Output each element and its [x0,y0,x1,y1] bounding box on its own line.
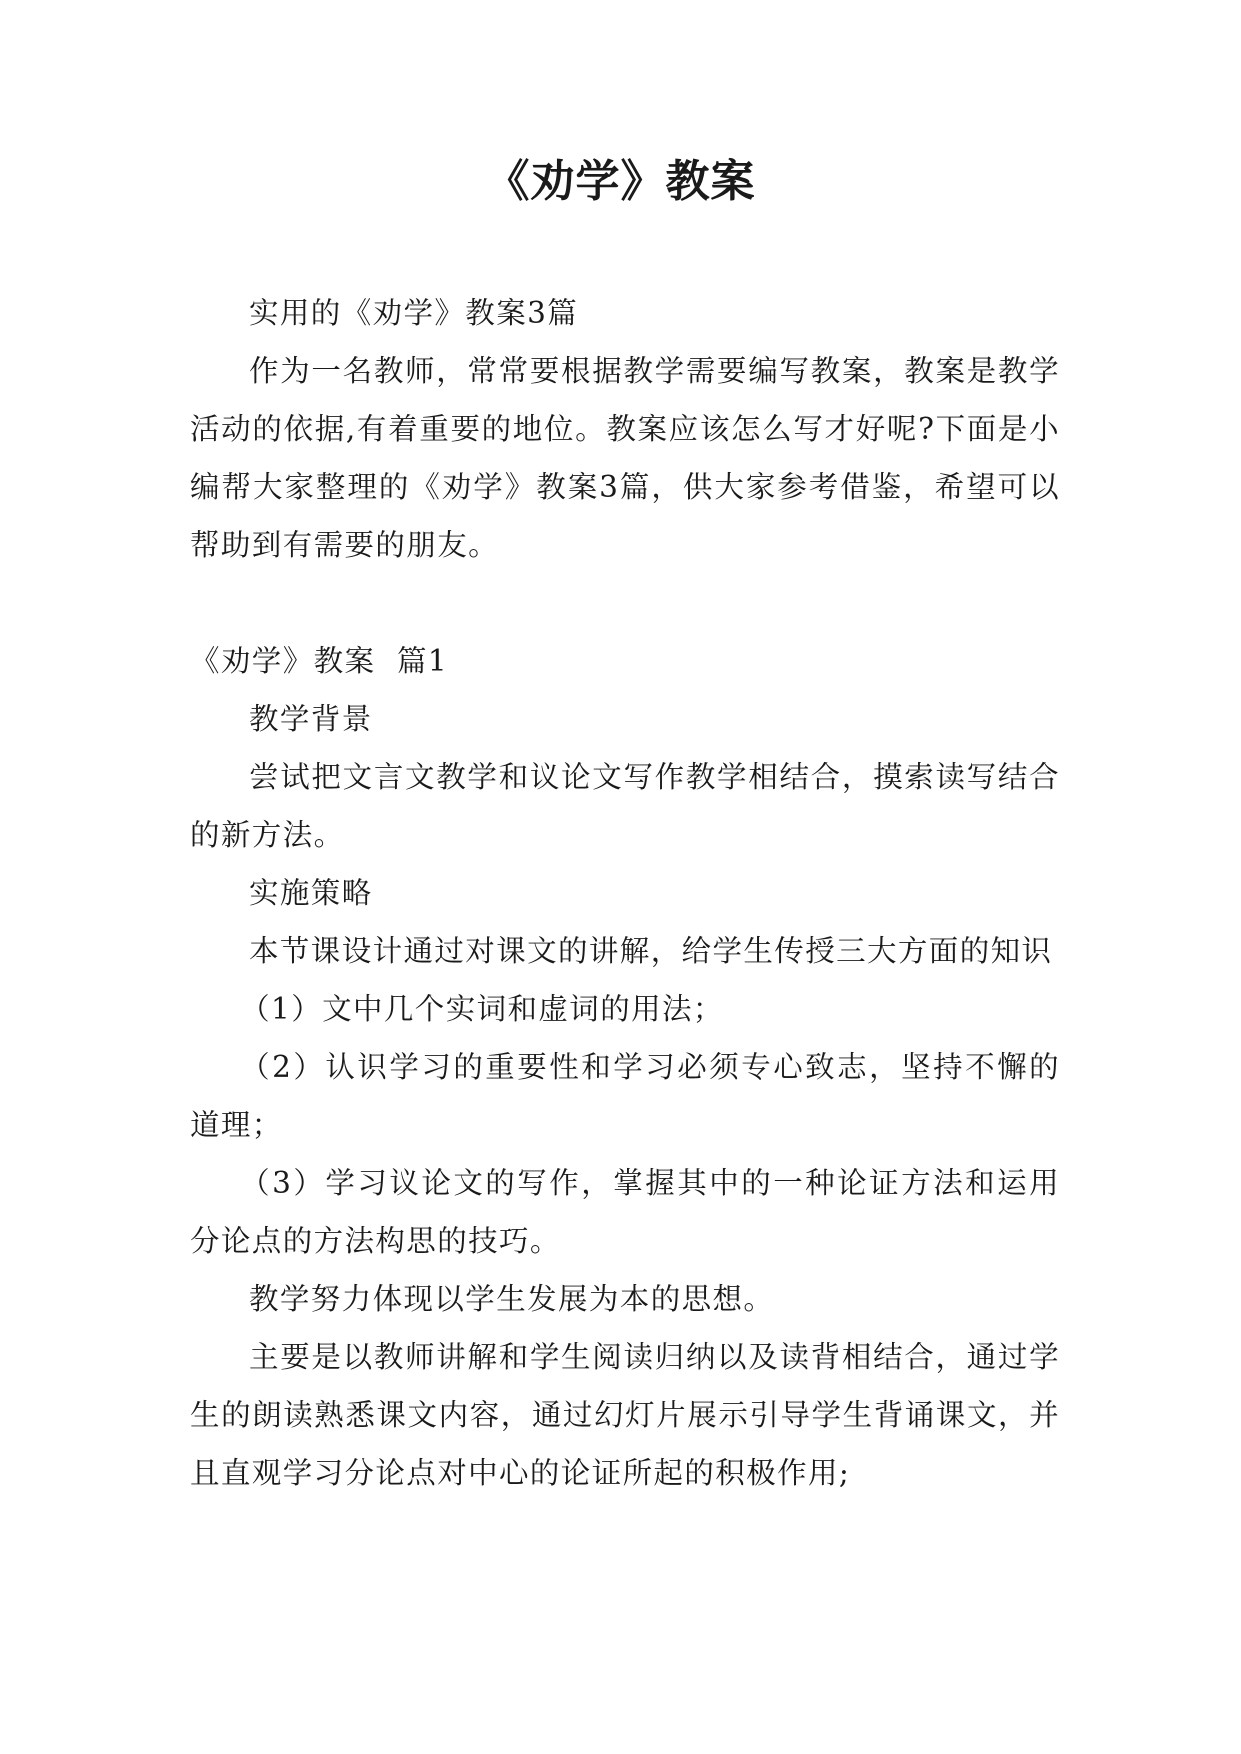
document-title: 《劝学》教案 [485,156,756,207]
intro-subtitle: 实用的《劝学》教案3篇 [249,296,579,330]
intro-paragraph: 作为一名教师，常常要根据教学需要编写教案，教案是教学活动的依据,有着重要的地位。教案应该怎么写才好呢?下面是小编帮大家整理的《劝学》教案3篇，供大家参考借鉴，希望可以帮助到有需要的朋友。 [190,354,1060,562]
background-heading: 教学背景 [249,702,373,736]
strategy-paragraph: 本节课设计通过对课文的讲解，给学生传授三大方面的知识 [249,934,1053,968]
method-paragraph: 主要是以教师讲解和学生阅读归纳以及读背相结合，通过学生的朗读熟悉课文内容，通过幻灯片展示引导学生背诵课文，并且直观学习分论点对中心的论证所起的积极作用; [190,1340,1060,1490]
strategy-heading: 实施策略 [249,876,373,910]
section-heading: 《劝学》教案 篇1 [190,644,449,678]
idea-paragraph: 教学努力体现以学生发展为本的思想。 [249,1282,775,1316]
list-item: （1）文中几个实词和虚词的用法； [240,992,724,1026]
background-paragraph: 尝试把文言文教学和议论文写作教学相结合，摸索读写结合的新方法。 [190,760,1060,852]
list-item: （3）学习议论文的写作，掌握其中的一种论证方法和运用分论点的方法构思的技巧。 [190,1166,1060,1258]
section-gap [190,574,1060,632]
document-body [190,284,1060,1502]
list-item: （2）认识学习的重要性和学习必须专心致志，坚持不懈的道理； [190,1050,1060,1142]
